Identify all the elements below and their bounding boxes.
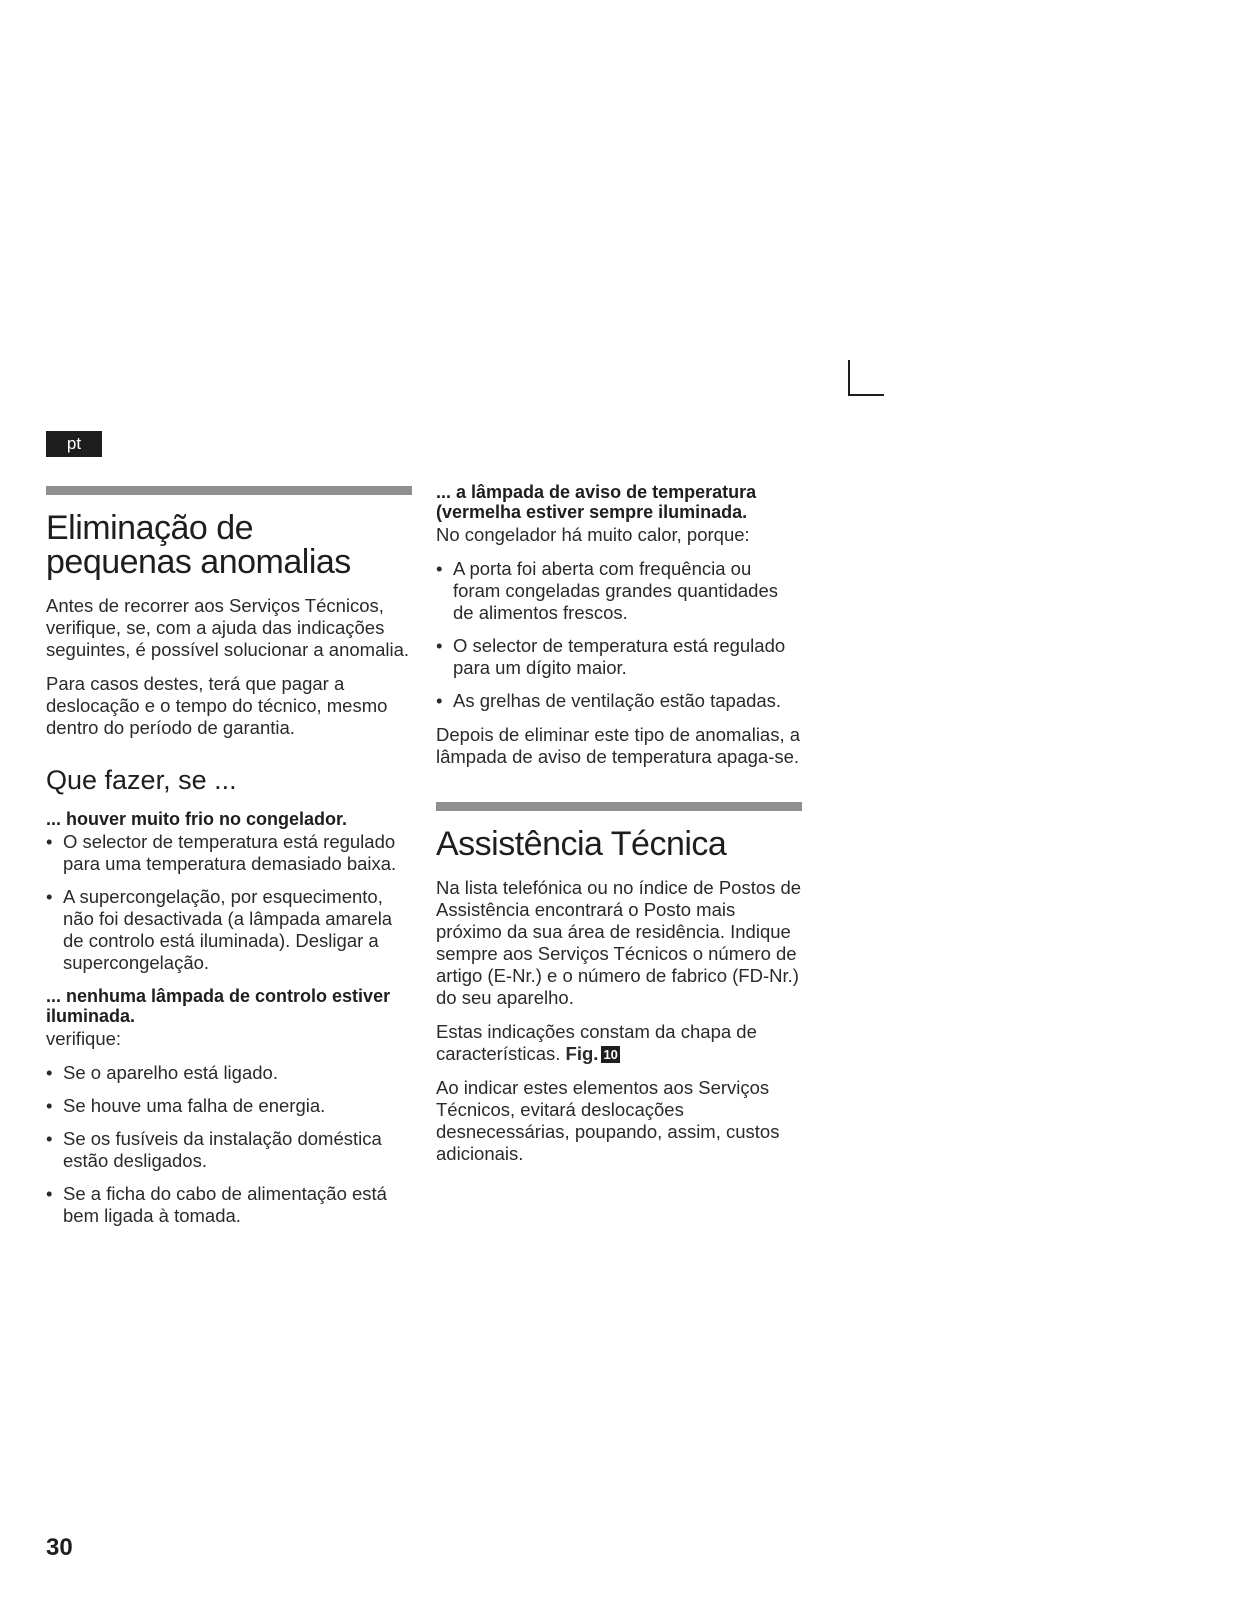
case-list-cold [46,831,412,974]
list-item: • O selector de temperatura está regulado para um dígito maior. [436,635,786,678]
list-item: • As grelhas de ventilação estão tapadas. [436,690,782,711]
list-item: • Se os fusíveis da instalação doméstica estão desligados. [46,1128,382,1171]
case-list-warning-lamp [436,558,802,712]
list-item: • Se o aparelho está ligado. [46,1062,278,1083]
bullet: • [46,1062,53,1083]
figure-reference: Fig. [565,1043,599,1064]
section-rule [436,802,802,811]
bullet: • [46,886,53,907]
section-rule [46,486,412,495]
bullet: • [436,558,443,579]
case-after-paragraph: Depois de eliminar este tipo de anomalias, a lâmpada de aviso de temperatura apaga-se. [436,724,801,767]
bullet: • [46,1095,53,1116]
list-item: • O selector de temperatura está regulado para uma temperatura demasiado baixa. [46,831,397,874]
list-item: • A supercongelação, por esquecimento, não foi desactivada (a lâmpada amarela de controlo está iluminada). Desligar a supercongelação. [46,886,393,973]
case-lead: No congelador há muito calor, porque: [436,524,750,545]
warranty-paragraph: Para casos destes, terá que pagar a deslocação e o tempo do técnico, mesmo dentro do período de garantia. [46,673,388,738]
page-number: 30 [46,1534,73,1561]
section-title-line1: Eliminação de [46,509,254,547]
section-title [46,511,412,579]
case-list-no-lamp [46,1062,412,1227]
bullet: • [46,1183,53,1204]
right-column [436,482,802,1177]
service-plate-paragraph: Estas indicações constam da chapa de características. Fig. 10 [436,1021,757,1064]
left-column [46,486,412,1239]
list-item: • A porta foi aberta com frequência ou foram congeladas grandes quantidades de alimentos frescos. [436,558,779,623]
subsection-title: Que fazer, se ... [46,765,237,795]
bullet: • [436,635,443,656]
bullet: • [46,1128,53,1149]
intro-paragraph: Antes de recorrer aos Serviços Técnicos, verifique, se, com a ajuda das indicações seguintes, é possível solucionar a anomalia. [46,595,410,660]
case-heading-cold: ... houver muito frio no congelador. [46,809,348,829]
bullet: • [436,690,443,711]
bullet: • [46,831,53,852]
language-badge: pt [46,431,102,457]
case-lead: verifique: [46,1028,122,1049]
list-item: • Se a ficha do cabo de alimentação está bem ligada à tomada. [46,1183,387,1226]
case-heading-no-lamp: ... nenhuma lâmpada de controlo estiver iluminada. [46,986,391,1026]
service-closing-paragraph: Ao indicar estes elementos aos Serviços Técnicos, evitará deslocações desnecessárias, poupando, assim, custos adicionais. [436,1077,780,1164]
case-heading-warning-lamp: ... a lâmpada de aviso de temperatura (vermelha estiver sempre iluminada. [436,482,757,522]
service-paragraph: Na lista telefónica ou no índice de Postos de Assistência encontrará o Posto mais próximo da sua área de residência. Indique sempre aos Serviços Técnicos o número de artigo (E-Nr.) e o número de fabrico (FD-Nr.) do seu aparelho. [436,877,802,1008]
list-item: • Se houve uma falha de energia. [46,1095,326,1116]
figure-number-badge: 10 [603,1047,618,1062]
section-title-line2: pequenas anomalias [46,543,351,581]
service-title: Assistência Técnica [436,825,727,863]
crop-mark [848,360,884,396]
